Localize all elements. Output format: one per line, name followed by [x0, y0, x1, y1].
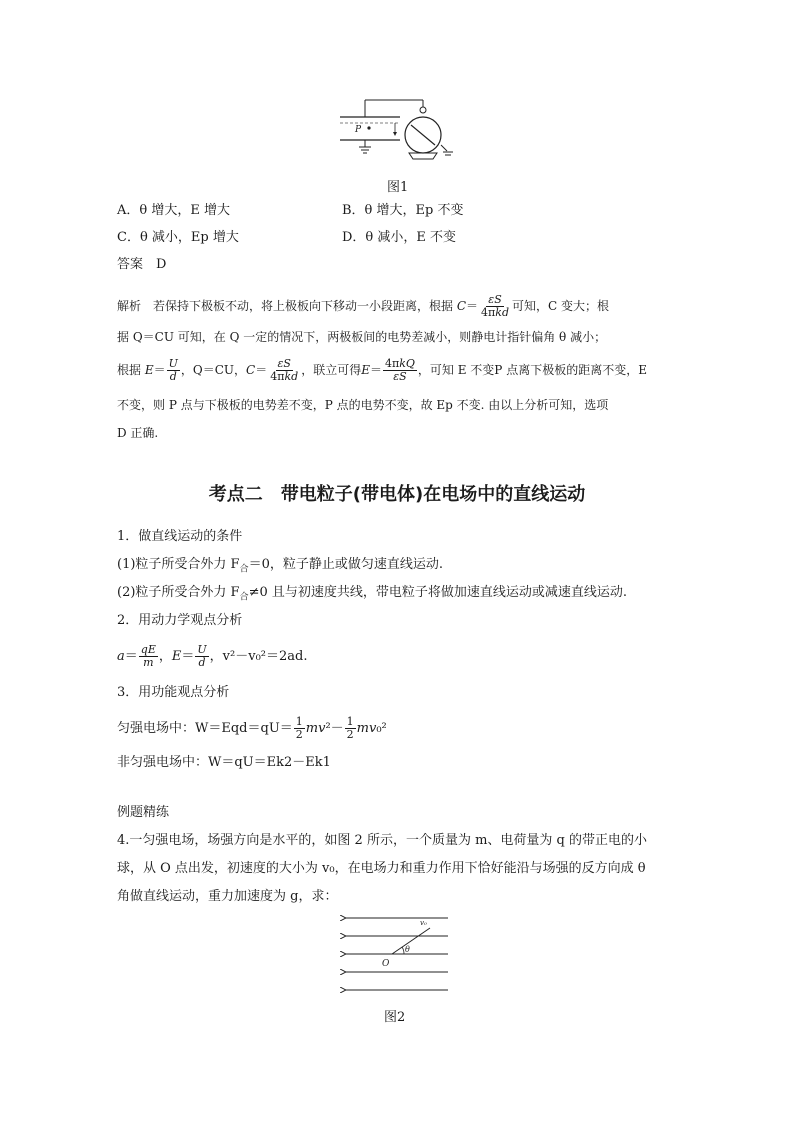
example-line-2: 球，从 O 点出发，初速度的大小为 v₀，在电场力和重力作用下恰好能沿与场强的反方向成 θ	[117, 861, 646, 876]
point-3-nonuniform: 非匀强电场中：W＝qU＝Ek2－Ek1	[117, 755, 331, 770]
example-line-1: 4.一匀强电场，场强方向是水平的，如图 2 所示，一个质量为 m、电荷量为 q 的带正电的小	[117, 833, 647, 848]
v0-label: v₀	[420, 919, 427, 927]
figure-1-caption: 图1	[387, 180, 409, 195]
analysis-line-1: 解析 若保持下极板不动，将上极板向下移动一小段距离，根据 C＝ $\frac{\varepsilon S}{\text{4πkd}}$ 可知，C 变大；根	[117, 293, 609, 319]
point-2-title: 2．用动力学观点分析	[117, 613, 243, 628]
section-title: 考点二 带电粒子(带电体)在电场中的直线运动	[208, 484, 586, 505]
analysis-line-4: 不变，则 P 点与下极板的电势差不变，P 点的电势不变，故 Ep 不变. 由以上分析可知，选项	[117, 398, 609, 412]
figure-2-diagram	[340, 910, 455, 1000]
point-1-1: (1)粒子所受合外力 $F_合=0$，粒子静止或做匀速直线运动.	[117, 557, 443, 575]
example-title: 例题精练	[117, 805, 170, 820]
option-c: C．θ 减小，Ep 增大	[117, 230, 239, 245]
figure-1-diagram	[335, 95, 465, 170]
p-point-label: P	[355, 125, 362, 135]
point-2-formula: a＝ $\frac{qE}{m}$ ，E＝ $\frac{U}{d}$ ，v²－v₀²＝2ad.	[117, 643, 308, 669]
theta-label: θ	[405, 945, 410, 954]
analysis-line-3: 根据 E＝ $\frac{U}{d}$ ，Q＝CU，C＝ $\frac{\varepsilon S}{\text{4πkd}}$ ，联立可得E＝ $\frac{\text{4πkQ}}{\varepsilon S}$ ，可知 E 不变P 点离下极板的距离不变，E	[117, 357, 647, 383]
option-a: A．θ 增大，E 增大	[117, 203, 230, 218]
example-line-3: 角做直线运动，重力加速度为 g，求：	[117, 889, 338, 904]
point-3-uniform: 匀强电场中：W＝Eqd＝qU＝ $\frac{1}{2}$ mv²－ $\frac{1}{2}$ mv₀²	[117, 715, 387, 741]
answer: 答案 D	[117, 257, 167, 272]
point-1-title: 1．做直线运动的条件	[117, 529, 243, 544]
option-d: D．θ 减小，E 不变	[342, 230, 457, 245]
o-point-label: O	[382, 959, 390, 969]
figure-2-caption: 图2	[384, 1010, 406, 1025]
point-1-2: (2)粒子所受合外力 $F_合\ne 0$ 且与初速度共线，带电粒子将做加速直线运动或减速直线运动.	[117, 585, 628, 603]
analysis-line-5: D 正确.	[117, 426, 159, 440]
option-b: B．θ 增大，Ep 不变	[342, 203, 464, 218]
analysis-line-2: 据 Q＝CU 可知，在 Q 一定的情况下，两极板间的电势差减小，则静电计指针偏角 θ 减小；	[117, 330, 607, 344]
point-3-title: 3．用功能观点分析	[117, 685, 230, 700]
